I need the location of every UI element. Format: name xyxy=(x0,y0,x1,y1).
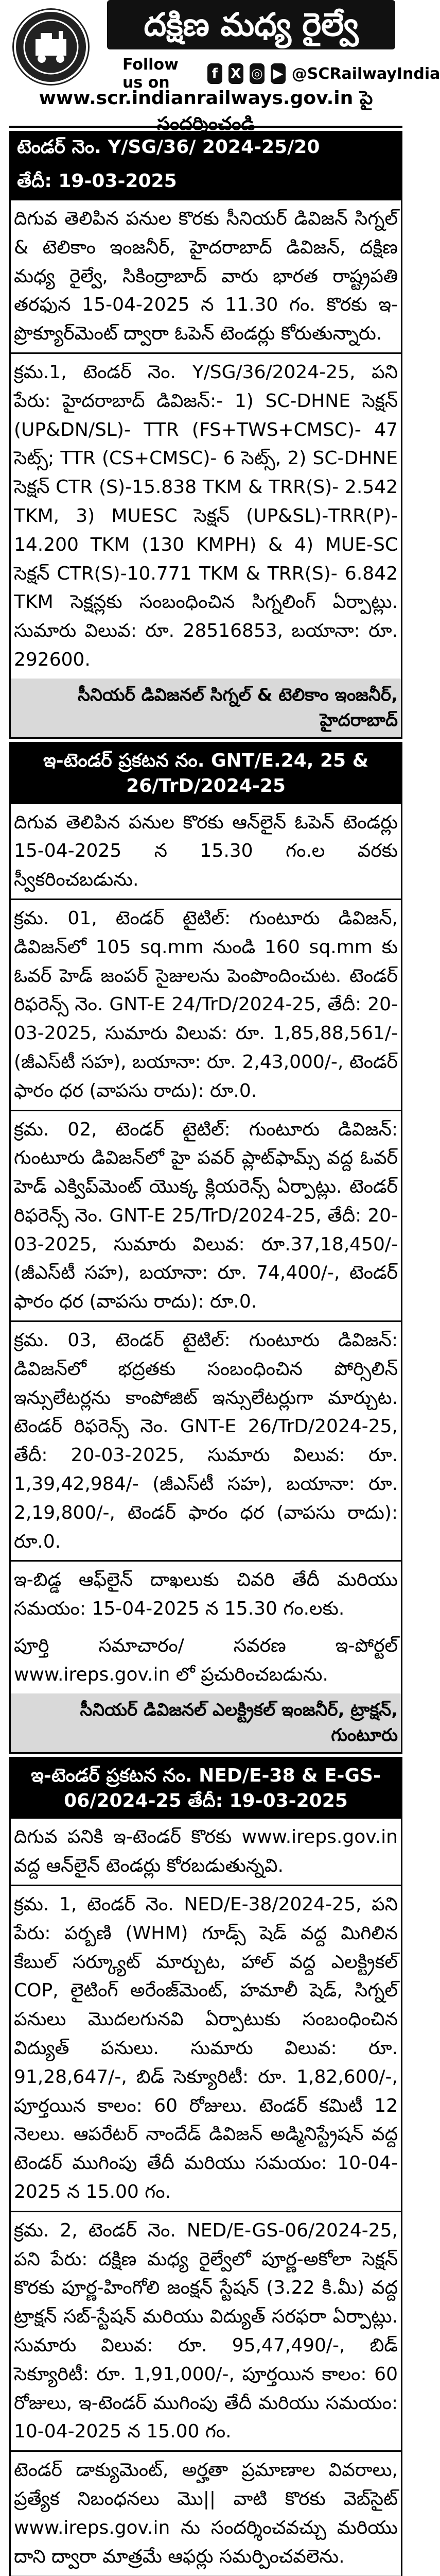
indian-railways-logo xyxy=(12,8,90,86)
twitter-x-icon[interactable]: X xyxy=(228,63,243,84)
website-line[interactable]: www.scr.indianrailways.gov.in పై సందర్శించండి xyxy=(39,88,373,134)
tender-block-3 xyxy=(9,1757,402,2576)
tender2-closing: ఇ-బిడ్డ ఆఫ్‌లైన్ దాఖలుకు చివరి తేదీ మరియు సమయం: 15-04-2025 న 15.30 గం.లకు. xyxy=(14,1569,398,1620)
tender2-item-2: క్రమ. 02, టెండర్ టైటిల్: గుంటూరు డివిజన్: గుంటూరు డివిజన్‌లో హై పవర్ ప్లాట్‌ఫామ్స్ వద్ద ఓవర్ హెడ్ ఎక్విప్‌మెంట్ యొక్క క్లియరెన్స్ ఏర్పాట్లు. టెండర్ రిఫరెన్స్ నెం. GNT-E 25/TrD/2024-25, తేదీ: 20-03-2025, సుమారు విలువ: రూ.37,18,450/- (జీఎస్‌టీ సహ), బయానా: రూ. 74,400/-, టెండర్ ఫారం ధర (వాపసు రాదు): రూ.0. xyxy=(14,1118,398,1313)
follow-label: Follow us on xyxy=(122,56,179,92)
tender3-note[interactable]: టెండర్ డాక్యుమెంట్, అర్హతా ప్రమాణాల వివరాలు, ప్రత్యేక నిబంధనలు మొ|| వాటి కొరకు వెబ్‌సైట్ www.ireps.gov.in ను సందర్శించవచ్చు మరియు దాని ద్వారా మాత్రమే ఆఫర్లు సమర్పించవలెను. xyxy=(14,2460,398,2567)
tender2-signature: సీనియర్ డివిజనల్ ఎలక్ట్రికల్ ఇంజనీర్, ట్రాక్షన్, గుంటూరు xyxy=(11,1693,401,1753)
youtube-icon[interactable]: ▶ xyxy=(271,63,286,84)
tender1-item: క్రమ.1, టెండర్ నెం. Y/SG/36/2024-25, పని పేరు: హైదరాబాద్ డివిజన్:- 1) SC-DHNE సెక్షన్ (UP&DN/SL)- TTR (FS+TWS+CMSC)- 47 సెట్స్; TTR (CS+CMSC)- 6 సెట్స్, 2) SC-DHNE సెక్షన్ CTR (S)-15.838 TKM & TRR(S)- 2.542 TKM, 3) MUESC సెక్షన్ (UP&SL)-TRR(P)- 14.200 TKM (130 KMPH) & 4) MUE-SC సెక్షన్ CTR(S)-10.771 TKM & TRR(S)- 6.842 TKM సెక్షన్లకు సంబంధించిన సిగ్నలింగ్ ఏర్పాట్లు. సుమారు విలువ: రూ. 28516853, బయానా: రూ. 292600. xyxy=(14,361,398,670)
tender1-signature: సీనియర్ డివిజనల్ సిగ్నల్ & టెలికాం ఇంజనీర్, హైదరాబాద్ xyxy=(11,679,401,738)
social-handle[interactable]: @SCRailwayIndia xyxy=(291,64,440,83)
tender1-number: టెండర్ నెం. Y/SG/36/ 2024-25/20 xyxy=(17,137,320,158)
tender1-date-bar xyxy=(11,166,401,200)
tender2-heading: ఇ-టెండర్ ప్రకటన నం. GNT/E.24, 25 & 26/TrD/2024-25 xyxy=(11,743,401,804)
instagram-icon[interactable]: ◎ xyxy=(250,63,265,84)
tender3-item-2: క్రమ. 2, టెండర్ నెం. NED/E-GS-06/2024-25, పని పేరు: దక్షిణ మధ్య రైల్వేలో పూర్ణ-అకోలా సెక్షన్ కొరకు పూర్ణ-హింగోలి జంక్షన్ స్టేషన్ (3.22 కి.మీ) వద్ద ట్రాక్షన్ సబ్-స్టేషన్ మరియు విద్యుత్ సరఫరా ఏర్పాట్లు. సుమారు విలువ: రూ. 95,47,490/-, బిడ్ సెక్యూరిటీ: రూ. 1,91,000/-, పూర్తయిన కాలం: 60 రోజులు, ఇ-టెండర్ ముగింపు తేదీ మరియు సమయం: 10-04-2025 న 15.00 గం. xyxy=(14,2219,398,2443)
railway-zone-title: దక్షిణ మధ్య రైల్వే xyxy=(107,0,395,49)
tender3-item-1: క్రమ. 1, టెండర్ నెం. NED/E-38/2024-25, పని పేరు: పర్బణి (WHM) గూడ్స్ షెడ్ వద్ద మిగిలిన కేబుల్ సర్క్యూట్ మార్చుట, హాల్ వద్ద ఎలక్ట్రికల్ COP, లైటింగ్ అరేంజ్‌మెంట్, హమాలీ షెడ్, సిగ్నల్ పనులు మొదలగునవి ఏర్పాటుకు సంబంధించిన విద్యుత్ పనులు. సుమారు విలువ: రూ. 91,28,647/-, బిడ్ సెక్యూరిటీ: రూ. 1,82,600/-, పూర్తయిన కాలం: 60 రోజులు. టెండర్ కమిటీ 12 నెలలు. ఆపరేటర్ నాందేడ్ డివిజన్ అడ్మినిస్ట్రేషన్ వద్ద టెండర్ ముగింపు తేదీ మరియు సమయం: 10-04-2025 న 15.00 గం. xyxy=(14,1894,398,2202)
tender2-item-1: క్రమ. 01, టెండర్ టైటిల్: గుంటూరు డివిజన్, డివిజన్‌లో 105 sq.mm నుండి 160 sq.mm కు ఓవర్ హెడ్ జంపర్ సైజులను పెంపొందించుట. టెండర్ రిఫరెన్స్ నెం. GNT-E 24/TrD/2024-25, తేదీ: 20-03-2025, సుమారు విలువ: రూ. 1,85,88,561/- (జీఎస్‌టీ సహ), బయానా: రూ. 2,43,000/-, టెండర్ ఫారం ధర (వాపసు రాదు): రూ.0. xyxy=(14,907,398,1101)
tender2-item-3: క్రమ. 03, టెండర్ టైటిల్: గుంటూరు డివిజన్: డివిజన్‌లో భద్రతకు సంబంధించిన పోర్సిలిన్ ఇన్సులేటర్లను కాంపోజిట్ ఇన్సులేటర్లుగా మార్చుట. టెండర్ రిఫరెన్స్ నెం. GNT-E 26/TrD/2024-25, తేదీ: 20-03-2025, సుమారు విలువ: రూ. 1,39,42,984/- (జీఎస్‌టీ సహ), బయానా: రూ. 2,19,800/-, టెండర్ ఫారం ధర (వాపసు రాదు): రూ.0. xyxy=(14,1330,398,1552)
social-follow xyxy=(122,56,440,92)
tender-block-2 xyxy=(9,742,402,1754)
tender1-date: తేదీ: 19-03-2025 xyxy=(17,171,177,192)
tender-block-1 xyxy=(9,131,402,739)
tender2-intro: దిగువ తెలిపిన పనుల కొరకు ఆన్‌లైన్ ఓపెన్ టెండర్లు 15-04-2025 న 15.30 గం.ల వరకు స్వీకరించబడును. xyxy=(14,811,398,891)
tender3-heading: ఇ-టెండర్ ప్రకటన నం. NED/E-38 & E-GS-06/2024-25 తేదీ: 19-03-2025 xyxy=(11,1758,401,1819)
notice-header xyxy=(9,0,440,134)
railway-emblem-icon xyxy=(12,8,90,86)
facebook-icon[interactable]: f xyxy=(207,63,222,84)
tender1-intro: దిగువ తెలిపిన పనుల కొరకు సీనియర్ డివిజన్ సిగ్నల్ & టెలికాం ఇంజనీర్, హైదరాబాద్ డివిజన్, దక్షిణ మధ్య రైల్వే, సికింద్రాబాద్ వారు భారత రాష్ట్రపతి తరఫున 15-04-2025 న 11.30 గం. కొరకు ఇ-ప్రొక్యూర్‌మెంట్ ద్వారా ఓపెన్ టెండర్లు కోరుతున్నారు. xyxy=(14,208,398,345)
tender2-more-info[interactable]: పూర్తి సమాచారం/ సవరణ ఇ-పోర్టల్ www.ireps.gov.in లో ప్రచురించబడును. xyxy=(14,1635,398,1685)
tender3-intro[interactable]: దిగువ పనికి ఇ-టెండర్ కొరకు www.ireps.gov.in వద్ద ఆన్‌లైన్ టెండర్లు కోరబడుతున్నవి. xyxy=(14,1826,398,1877)
